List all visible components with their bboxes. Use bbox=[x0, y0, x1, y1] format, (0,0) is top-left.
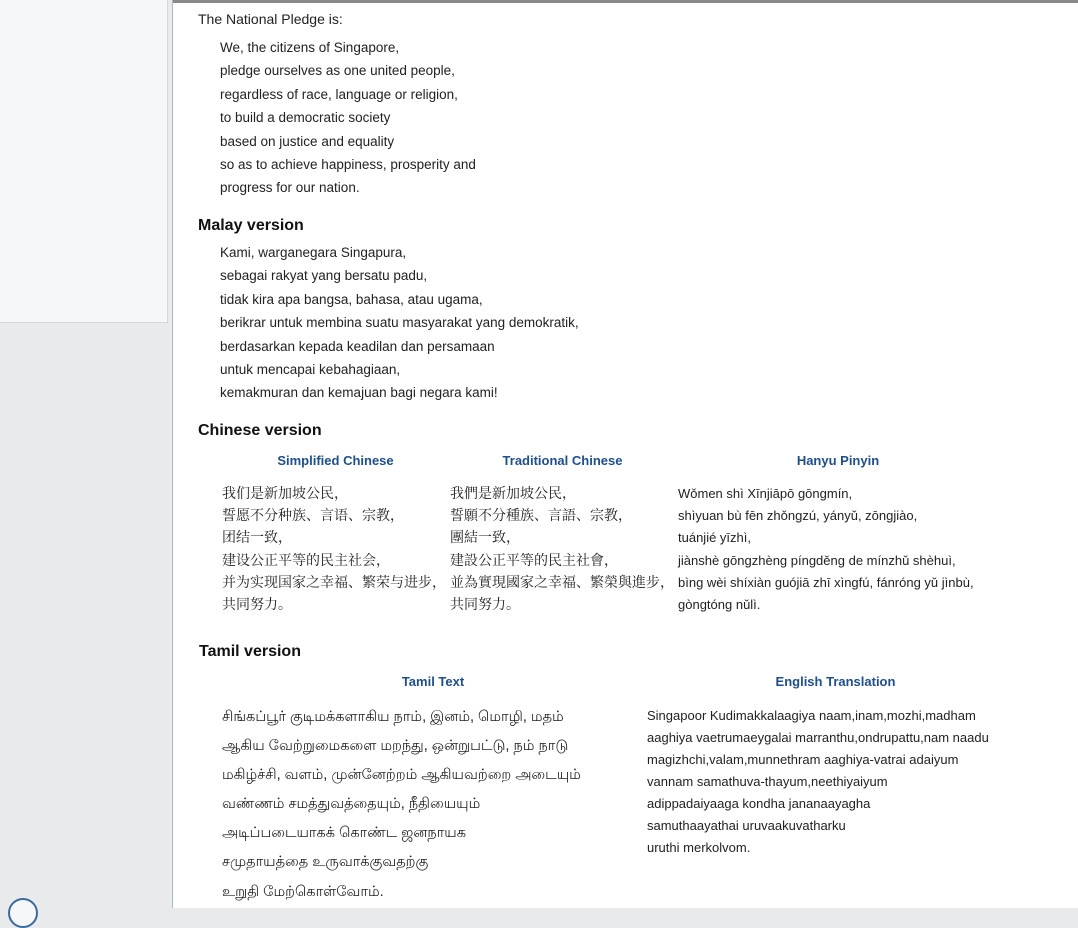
pledge-line: kemakmuran dan kemajuan bagi negara kami! bbox=[220, 385, 498, 401]
scroll-to-top-icon[interactable] bbox=[8, 898, 38, 928]
pledge-line: சிங்கப்பூர் குடிமக்களாகிய நாம், இனம், மொழி, மதம் bbox=[222, 709, 564, 725]
pledge-line: berdasarkan kepada keadilan dan persamaan bbox=[220, 338, 495, 354]
pledge-intro: The National Pledge is: bbox=[198, 11, 343, 27]
pledge-line: berikrar untuk membina suatu masyarakat yang demokratik, bbox=[220, 315, 579, 331]
pledge-line: sebagai rakyat yang bersatu padu, bbox=[220, 268, 428, 284]
pledge-line: 建設公正平等的民主社會， bbox=[450, 551, 618, 568]
pledge-line: வண்ணம் சமத்துவத்தையும், நீதியையும் bbox=[222, 796, 481, 813]
pledge-line: so as to achieve happiness, prosperity and bbox=[220, 157, 476, 173]
pledge-line: tuánjié yīzhì, bbox=[678, 530, 751, 546]
tamil-heading: Tamil version bbox=[199, 643, 301, 660]
traditional-chinese-title: Traditional Chinese bbox=[502, 453, 623, 468]
pledge-line: உறுதி மேற்கொள்வோம். bbox=[222, 883, 384, 900]
pledge-line: 並為實現國家之幸福、繁榮與進步， bbox=[450, 573, 674, 590]
pledge-line: 誓愿不分种族、言语、宗教， bbox=[222, 507, 404, 524]
simplified-chinese-text bbox=[222, 482, 446, 615]
pledge-line: shìyuan bù fēn zhǒngzú, yányǔ, zōngjiào, bbox=[678, 508, 918, 524]
pledge-line: tidak kira apa bangsa, bahasa, atau ugama, bbox=[220, 291, 483, 307]
pledge-line: to build a democratic society bbox=[220, 110, 391, 126]
chinese-heading: Chinese version bbox=[198, 422, 322, 439]
pledge-line: Singapoor Kudimakkalaagiya naam,inam,mozhi,madham bbox=[647, 708, 976, 723]
pledge-line: regardless of race, language or religion, bbox=[220, 86, 458, 102]
pledge-line: magizhchi,valam,munnethram aaghiya-vatrai adaiyum bbox=[647, 752, 959, 767]
pledge-line: Kami, warganegara Singapura, bbox=[220, 245, 407, 260]
english-translation-text bbox=[647, 705, 989, 859]
malay-pledge bbox=[220, 241, 579, 405]
simplified-chinese-title: Simplified Chinese bbox=[277, 453, 394, 468]
pledge-line: ஆகிய வேற்றுமைகளை மறந்து, ஒன்றுபட்டு, நம் நாடு bbox=[222, 738, 569, 755]
pledge-line: uruthi merkolvom. bbox=[647, 840, 751, 855]
hanyu-pinyin-title: Hanyu Pinyin bbox=[796, 453, 880, 468]
pledge-line: adippadaiyaaga kondha jananaayagha bbox=[647, 796, 871, 811]
pledge-line: 并为实现国家之幸福、繁荣与进步， bbox=[222, 573, 446, 590]
pledge-line: 共同努力。 bbox=[450, 596, 520, 613]
pledge-line: untuk mencapai kebahagiaan, bbox=[220, 362, 401, 378]
tamil-text bbox=[222, 703, 581, 907]
pledge-line: 誓願不分種族、言語、宗教， bbox=[450, 507, 632, 524]
pledge-line: We, the citizens of Singapore, bbox=[220, 40, 400, 55]
pledge-line: 团结一致， bbox=[222, 529, 292, 546]
pledge-line: சமுதாயத்தை உருவாக்குவதற்கு bbox=[222, 854, 429, 871]
pledge-line: 我们是新加坡公民， bbox=[222, 485, 348, 501]
pledge-line: 團結一致， bbox=[450, 529, 520, 546]
pledge-line: jiànshè gōngzhèng píngděng de mínzhǔ shèhuì, bbox=[678, 552, 956, 568]
pledge-line: 我們是新加坡公民， bbox=[450, 485, 576, 501]
tamil-text-title: Tamil Text bbox=[401, 674, 465, 689]
article-content bbox=[172, 0, 1078, 908]
left-sidebar-panel bbox=[0, 0, 168, 323]
top-divider bbox=[173, 0, 1078, 3]
pledge-line: Wǒmen shì Xīnjiāpō gōngmín, bbox=[678, 486, 853, 501]
traditional-chinese-text bbox=[450, 482, 674, 615]
pledge-line: gòngtóng nǔlì. bbox=[678, 597, 761, 613]
pledge-line: vannam samathuva-thayum,neethiyaiyum bbox=[647, 774, 888, 789]
pledge-line: progress for our nation. bbox=[220, 180, 360, 196]
pledge-line: மகிழ்ச்சி, வளம், முன்னேற்றம் ஆகியவற்றை அடையும் bbox=[222, 767, 581, 784]
english-translation-title: English Translation bbox=[775, 674, 896, 689]
english-pledge bbox=[220, 36, 476, 200]
pledge-line: pledge ourselves as one united people, bbox=[220, 63, 455, 79]
malay-heading: Malay version bbox=[198, 217, 304, 234]
pledge-line: 共同努力。 bbox=[222, 596, 292, 613]
pledge-line: அடிப்படையாகக் கொண்ட ஜனநாயக bbox=[222, 825, 466, 842]
hanyu-pinyin-text bbox=[678, 483, 974, 616]
pledge-line: samuthaayathai uruvaakuvatharku bbox=[647, 818, 846, 833]
pledge-line: 建设公正平等的民主社会， bbox=[222, 551, 390, 568]
pledge-line: based on justice and equality bbox=[220, 133, 395, 149]
pledge-line: bìng wèi shíxiàn guójiā zhī xìngfú, fánróng yǔ jìnbù, bbox=[678, 574, 974, 590]
pledge-line: aaghiya vaetrumaeygalai marranthu,ondrupattu,nam naadu bbox=[647, 730, 989, 745]
